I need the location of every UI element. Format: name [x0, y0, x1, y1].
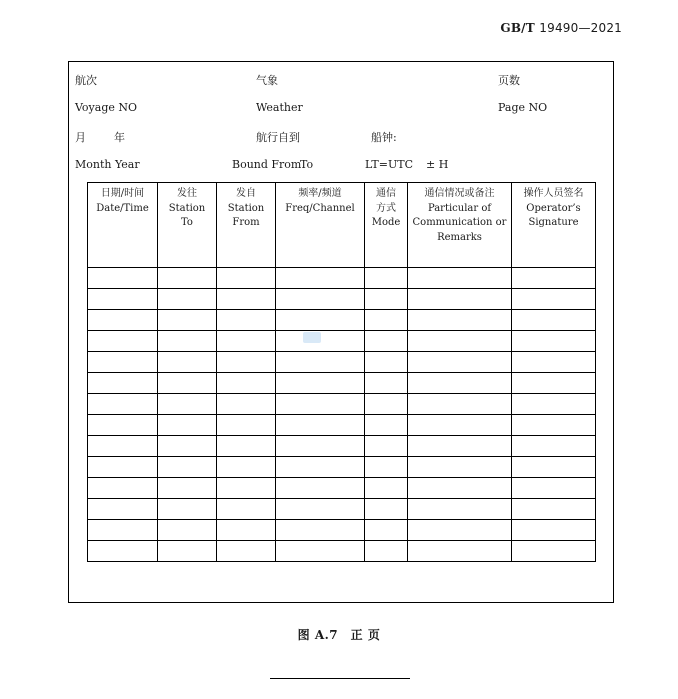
table-cell	[217, 289, 276, 310]
table-cell	[276, 268, 365, 289]
table-cell	[217, 352, 276, 373]
header-line: 频率/频道	[298, 188, 342, 199]
table-cell	[512, 436, 596, 457]
watermark-mark	[303, 332, 321, 343]
table-cell	[408, 520, 512, 541]
table-cell	[88, 415, 158, 436]
table-cell	[88, 499, 158, 520]
table-cell	[408, 331, 512, 352]
table-cell	[217, 520, 276, 541]
table-row	[88, 457, 596, 478]
bound-from-label-en: Bound From	[232, 158, 302, 171]
table-cell	[408, 394, 512, 415]
table-cell	[217, 268, 276, 289]
ship-clock-label-cn: 船钟:	[371, 131, 397, 144]
table-cell	[88, 289, 158, 310]
table-row	[88, 394, 596, 415]
table-cell	[276, 289, 365, 310]
table-row	[88, 352, 596, 373]
header-line: Signature	[528, 217, 579, 228]
header-freq-channel	[276, 183, 365, 268]
table-cell	[512, 310, 596, 331]
table-cell	[88, 310, 158, 331]
table-cell	[276, 520, 365, 541]
header-line: Mode	[371, 217, 401, 228]
table-cell	[512, 373, 596, 394]
table-row	[88, 268, 596, 289]
table-cell	[276, 436, 365, 457]
table-cell	[512, 415, 596, 436]
table-cell	[408, 268, 512, 289]
table-cell	[276, 541, 365, 562]
table-row	[88, 373, 596, 394]
table-cell	[408, 415, 512, 436]
table-cell	[158, 289, 217, 310]
table-cell	[88, 331, 158, 352]
table-cell	[365, 331, 408, 352]
table-cell	[408, 289, 512, 310]
table-cell	[365, 415, 408, 436]
table-cell	[365, 352, 408, 373]
weather-label-en: Weather	[256, 101, 303, 114]
header-line: Station	[168, 202, 206, 214]
year-label-cn: 年	[114, 131, 125, 144]
table-row	[88, 478, 596, 499]
table-cell	[365, 499, 408, 520]
header-line: 方式	[376, 202, 396, 214]
header-remarks	[408, 183, 512, 268]
header-station-from	[217, 183, 276, 268]
header-line: From	[232, 217, 260, 228]
table-cell	[217, 541, 276, 562]
table-cell	[158, 373, 217, 394]
table-cell	[365, 394, 408, 415]
lt-utc-label: LT=UTC	[365, 158, 413, 171]
month-year-label-en: Month Year	[75, 158, 140, 171]
table-cell	[158, 331, 217, 352]
table-cell	[276, 310, 365, 331]
table-cell	[365, 541, 408, 562]
table-cell	[88, 520, 158, 541]
table-cell	[512, 457, 596, 478]
table-cell	[158, 415, 217, 436]
header-line: Freq/Channel	[285, 202, 355, 214]
header-line: Communication or	[412, 217, 507, 228]
table-row	[88, 310, 596, 331]
table-cell	[276, 373, 365, 394]
table-cell	[276, 499, 365, 520]
table-cell	[408, 373, 512, 394]
table-row	[88, 520, 596, 541]
standard-code	[500, 21, 622, 35]
table-cell	[158, 352, 217, 373]
communication-log-table	[87, 182, 596, 562]
table-cell	[217, 499, 276, 520]
table-cell	[217, 331, 276, 352]
table-cell	[158, 457, 217, 478]
table-cell	[365, 268, 408, 289]
table-cell	[88, 541, 158, 562]
table-cell	[158, 520, 217, 541]
utc-offset-label: ± H	[426, 158, 449, 171]
table-cell	[408, 436, 512, 457]
table-cell	[408, 457, 512, 478]
page-label-cn: 页数	[498, 74, 520, 87]
bound-to-label-en: To	[300, 158, 314, 171]
footer-rule	[270, 678, 410, 679]
table-cell	[365, 520, 408, 541]
table-cell	[512, 331, 596, 352]
header-line: 操作人员签名	[523, 188, 584, 199]
table-cell	[512, 541, 596, 562]
table-cell	[88, 268, 158, 289]
header-line: Station	[227, 202, 265, 214]
table-cell	[408, 541, 512, 562]
table-cell	[276, 394, 365, 415]
header-line: Particular of	[427, 202, 492, 214]
table-cell	[88, 436, 158, 457]
table-cell	[365, 478, 408, 499]
table-cell	[408, 478, 512, 499]
figure-caption: 图 A.7 正 页	[297, 628, 381, 642]
table-cell	[217, 478, 276, 499]
table-cell	[158, 268, 217, 289]
table-cell	[365, 436, 408, 457]
table-row	[88, 541, 596, 562]
table-cell	[88, 394, 158, 415]
table-cell	[158, 478, 217, 499]
table-cell	[276, 415, 365, 436]
table-row	[88, 289, 596, 310]
header-line: To	[181, 217, 193, 228]
table-cell	[88, 373, 158, 394]
voyage-label-en: Voyage NO	[75, 101, 138, 114]
header-station-to	[158, 183, 217, 268]
month-label-cn: 月	[75, 131, 86, 144]
standard-prefix: GB/T	[500, 21, 535, 35]
table-cell	[217, 394, 276, 415]
table-cell	[365, 457, 408, 478]
table-cell	[408, 499, 512, 520]
table-cell	[158, 499, 217, 520]
header-line: Date/Time	[96, 202, 149, 214]
table-cell	[158, 394, 217, 415]
table-cell	[512, 499, 596, 520]
table-cell	[276, 352, 365, 373]
table-cell	[365, 289, 408, 310]
bound-label-cn: 航行自到	[256, 131, 300, 144]
weather-label-cn: 气象	[256, 74, 278, 87]
header-operator-signature	[512, 183, 596, 268]
table-cell	[217, 310, 276, 331]
header-line: Operator’s	[526, 202, 581, 214]
table-cell	[158, 436, 217, 457]
table-row	[88, 436, 596, 457]
table-cell	[408, 310, 512, 331]
table-row	[88, 499, 596, 520]
header-line: 发往	[177, 188, 197, 199]
table-cell	[158, 541, 217, 562]
table-row	[88, 331, 596, 352]
voyage-label-cn: 航次	[75, 74, 97, 87]
table-cell	[217, 457, 276, 478]
table-cell	[512, 268, 596, 289]
table-row	[88, 415, 596, 436]
standard-number: 19490—2021	[539, 21, 622, 35]
table-cell	[88, 478, 158, 499]
header-line: 发自	[236, 188, 256, 199]
table-cell	[276, 478, 365, 499]
table-cell	[276, 457, 365, 478]
table-cell	[217, 415, 276, 436]
table-cell	[217, 373, 276, 394]
table-cell	[88, 457, 158, 478]
table-cell	[512, 352, 596, 373]
header-line: 日期/时间	[100, 188, 145, 199]
header-line: 通信情况或备注	[424, 188, 495, 199]
table-cell	[365, 373, 408, 394]
header-date-time	[88, 183, 158, 268]
table-cell	[512, 478, 596, 499]
table-cell	[512, 394, 596, 415]
header-line: 通信	[376, 188, 396, 199]
page-label-en: Page NO	[498, 101, 548, 114]
header-line: Remarks	[437, 231, 482, 243]
table-cell	[512, 289, 596, 310]
table-cell	[408, 352, 512, 373]
table-cell	[365, 310, 408, 331]
table-cell	[217, 436, 276, 457]
table-cell	[88, 352, 158, 373]
table-cell	[512, 520, 596, 541]
header-mode	[365, 183, 408, 268]
table-header-row	[88, 183, 596, 268]
table-cell	[158, 310, 217, 331]
